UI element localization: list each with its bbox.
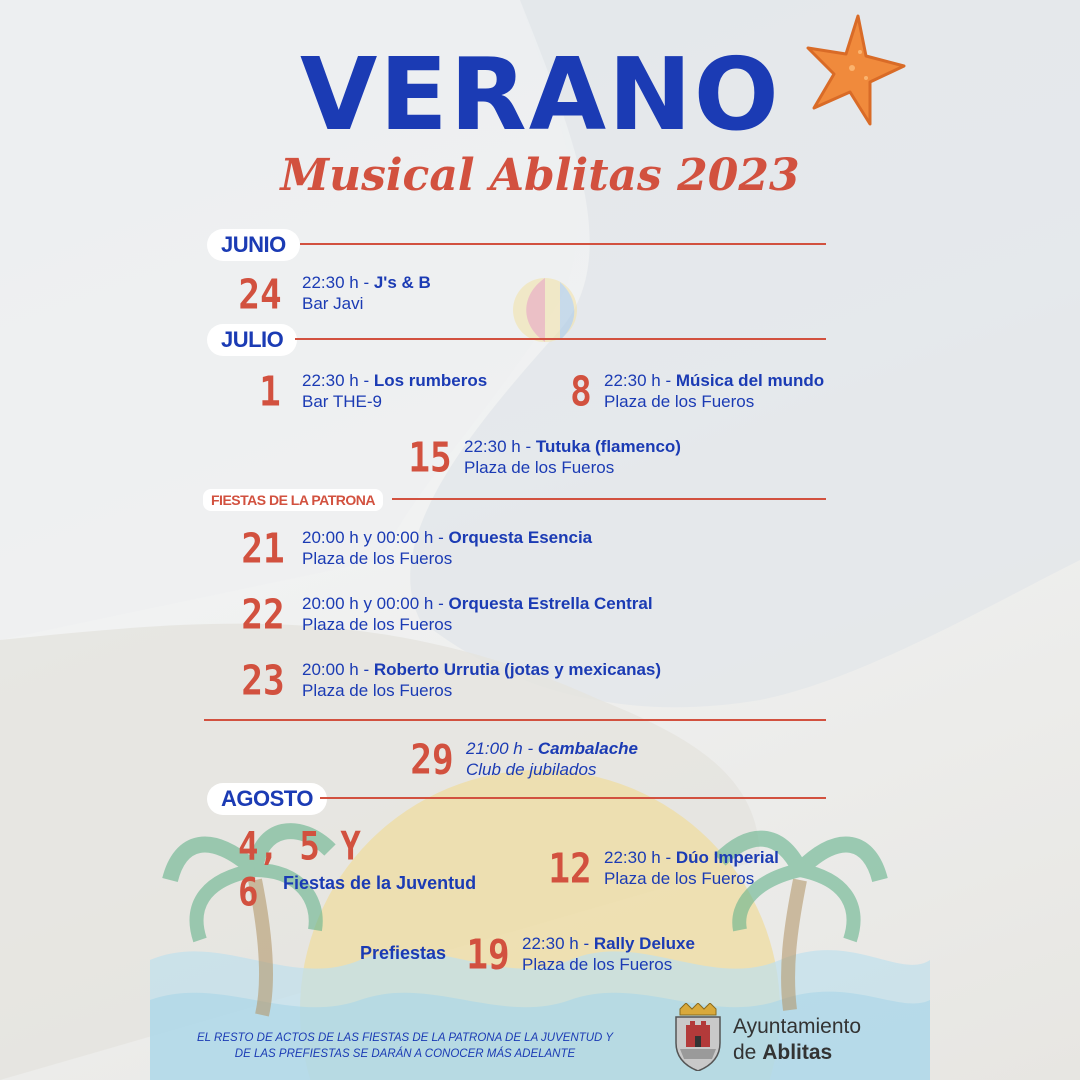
event-name: Música del mundo <box>675 371 825 390</box>
divider <box>300 243 826 245</box>
footer-line: DE LAS PREFIESTAS SE DARÁN A CONOCER MÁS ADELANTE <box>234 1048 576 1060</box>
event-place: Plaza de los Fueros <box>522 955 673 974</box>
event-place: Club de jubilados <box>466 760 597 779</box>
event-place: Plaza de los Fueros <box>464 458 615 477</box>
event-day: 22 <box>241 591 285 640</box>
logo-line-1: Ayuntamiento <box>733 1015 862 1038</box>
coat-of-arms-icon <box>672 1003 724 1071</box>
event-name: Tutuka (flamenco) <box>535 437 681 456</box>
event-name: Roberto Urrutia (jotas y mexicanas) <box>373 660 662 679</box>
event-time: 21:00 h - <box>466 739 538 758</box>
event-day: 1 <box>259 368 281 417</box>
event-name: Orquesta Esencia <box>448 528 593 547</box>
event-time: 20:00 h - <box>302 660 374 679</box>
event-item <box>604 847 779 889</box>
event-place: Plaza de los Fueros <box>604 869 755 888</box>
logo-text <box>733 1014 861 1066</box>
page-subtitle: Musical Ablitas 2023 <box>280 150 800 201</box>
divider <box>392 498 826 500</box>
logo-town-name: Ablitas <box>762 1041 833 1064</box>
event-item <box>302 593 653 635</box>
page-title: VERANO <box>300 36 781 153</box>
event-time: 22:30 h - <box>464 437 536 456</box>
event-day: 15 <box>408 434 452 483</box>
event-time: 20:00 h y 00:00 h - <box>302 594 449 613</box>
starfish-icon <box>800 12 910 132</box>
event-day: 21 <box>241 525 285 574</box>
event-time: 22:30 h - <box>522 934 594 953</box>
event-item <box>466 738 638 780</box>
event-label-prefiestas: Prefiestas <box>360 943 447 963</box>
footer-line: EL RESTO DE ACTOS DE LAS FIESTAS DE LA PATRONA DE LA JUVENTUD Y <box>196 1032 614 1044</box>
event-name: Rally Deluxe <box>593 934 695 953</box>
event-day: 12 <box>548 845 592 894</box>
event-item <box>302 659 661 701</box>
event-day: 24 <box>238 271 282 320</box>
event-time: 20:00 h y 00:00 h - <box>302 528 449 547</box>
event-name: Cambalache <box>537 739 638 758</box>
divider <box>204 719 826 721</box>
event-day: 4, 5 Y 6 <box>238 824 361 916</box>
event-name: Orquesta Estrella Central <box>448 594 653 613</box>
event-item <box>522 933 695 975</box>
event-time: 22:30 h - <box>604 371 676 390</box>
event-place: Plaza de los Fueros <box>604 392 755 411</box>
footer-note <box>180 1030 630 1062</box>
event-name: Los rumberos <box>373 371 488 390</box>
event-name: J's & B <box>373 273 431 292</box>
event-name: Dúo Imperial <box>675 848 779 867</box>
event-time: 22:30 h - <box>302 371 374 390</box>
event-place: Plaza de los Fueros <box>302 615 453 634</box>
event-day: 8 <box>570 368 592 417</box>
event-day: 19 <box>466 931 510 980</box>
divider <box>320 797 826 799</box>
event-name: Fiestas de la Juventud <box>283 873 477 893</box>
event-place: Plaza de los Fueros <box>302 549 453 568</box>
divider <box>295 338 826 340</box>
event-day: 23 <box>241 657 285 706</box>
event-item <box>302 370 487 412</box>
section-fiestas-patrona: FIESTAS DE LA PATRONA <box>203 489 383 511</box>
month-agosto: AGOSTO <box>207 783 327 815</box>
event-place: Bar Javi <box>302 294 364 313</box>
event-place: Bar THE-9 <box>302 392 382 411</box>
logo-line-2 <box>733 1040 861 1066</box>
event-time: 22:30 h - <box>302 273 374 292</box>
event-item <box>302 527 592 569</box>
logo-prefix: de <box>733 1041 763 1064</box>
event-item <box>604 370 824 412</box>
event-place: Plaza de los Fueros <box>302 681 453 700</box>
month-junio: JUNIO <box>207 229 300 261</box>
event-item <box>464 436 681 478</box>
event-time: 22:30 h - <box>604 848 676 867</box>
event-day: 29 <box>410 736 454 785</box>
month-julio: JULIO <box>207 324 297 356</box>
event-item <box>302 272 431 314</box>
